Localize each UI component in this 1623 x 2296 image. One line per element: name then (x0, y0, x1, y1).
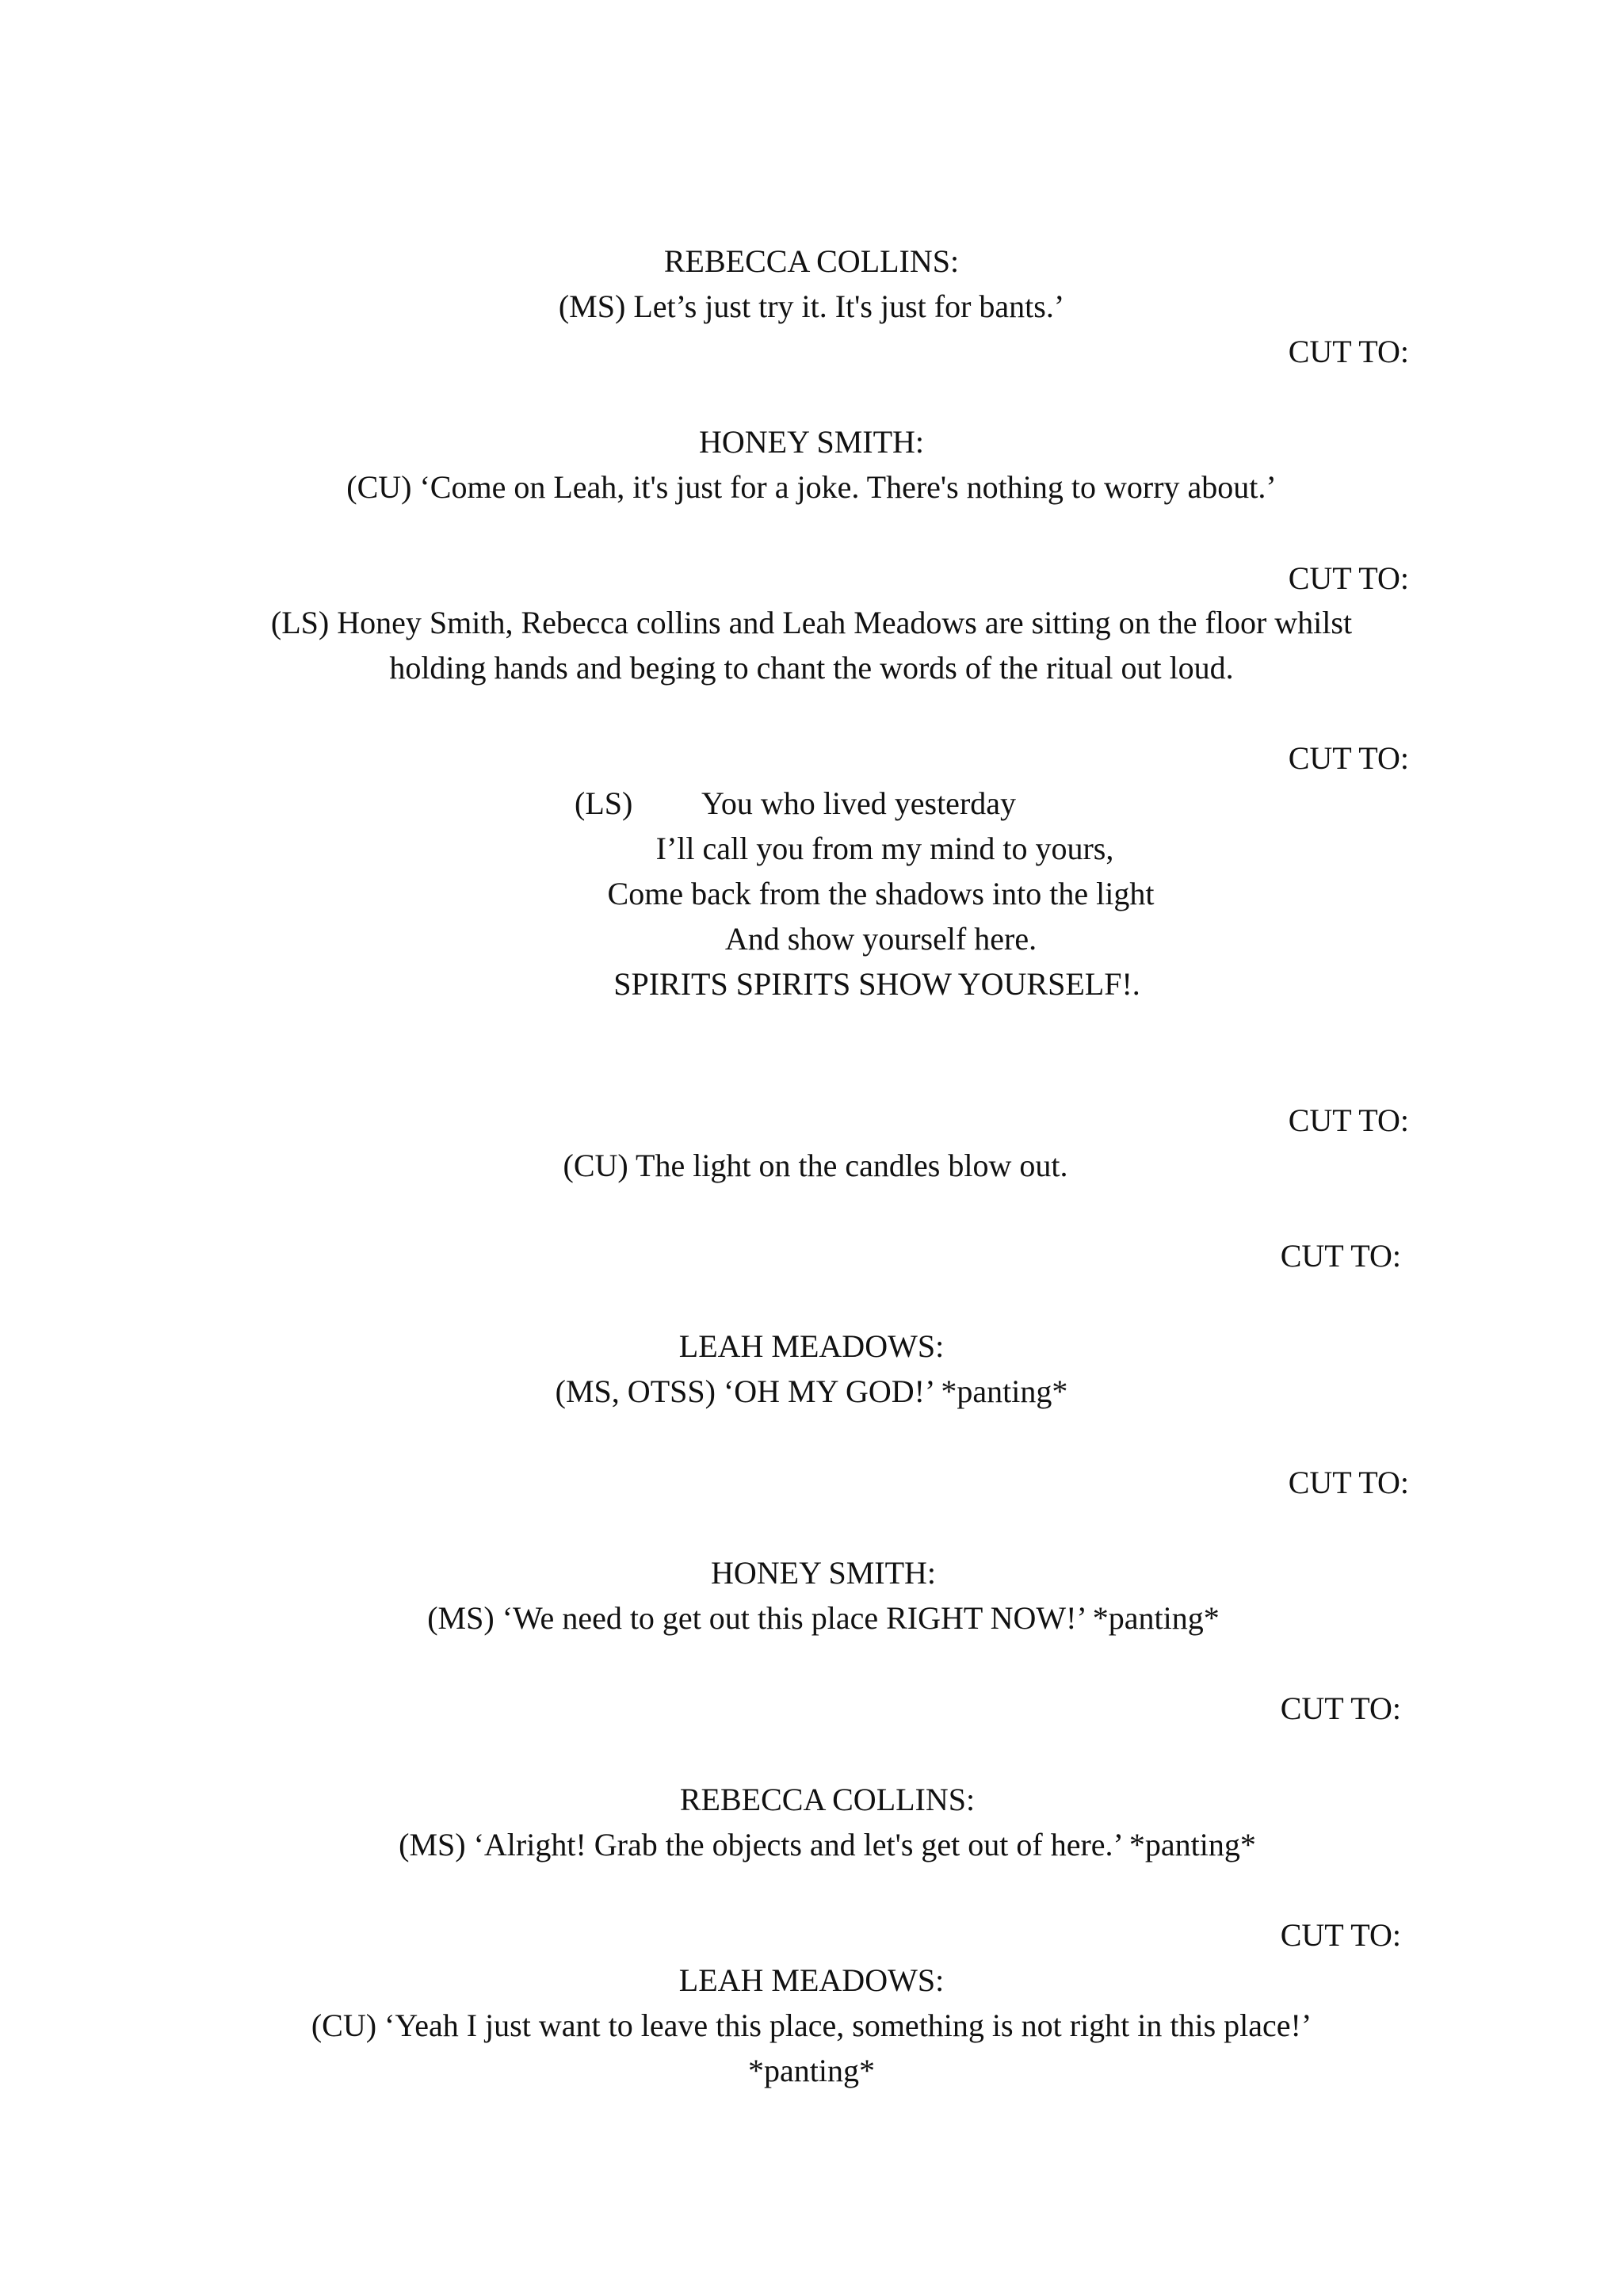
cut-to-transition: CUT TO: (1288, 1465, 1409, 1500)
action-line: (CU) The light on the candles blow out. (563, 1148, 1068, 1183)
dialogue-line: (MS, OTSS) ‘OH MY GOD!’ *panting* (555, 1373, 1068, 1409)
ritual-line: I’ll call you from my mind to yours, (655, 831, 1114, 866)
speaker-rebecca-collins: REBECCA COLLINS: (679, 1782, 976, 1817)
speaker-honey-smith: HONEY SMITH: (698, 424, 925, 460)
dialogue-line: *panting* (748, 2053, 875, 2088)
speaker-leah-meadows: LEAH MEADOWS: (678, 1962, 945, 1998)
ritual-shot-label: (LS) (575, 785, 633, 821)
dialogue-line: (MS) ‘We need to get out this place RIGHT NOW!’ *panting* (427, 1600, 1220, 1636)
dialogue-line: (MS) Let’s just try it. It's just for bants.’ (558, 288, 1065, 324)
action-line: holding hands and beging to chant the words of the ritual out loud. (389, 650, 1234, 686)
dialogue-line: (CU) ‘Come on Leah, it's just for a joke. There's nothing to worry about.’ (346, 469, 1277, 505)
cut-to-transition: CUT TO: (1288, 560, 1409, 596)
cut-to-transition: CUT TO: (1288, 334, 1409, 369)
cut-to-transition: CUT TO: (1288, 740, 1409, 776)
cut-to-transition: CUT TO: (1280, 1690, 1401, 1726)
speaker-rebecca-collins: REBECCA COLLINS: (663, 243, 960, 279)
ritual-line: SPIRITS SPIRITS SHOW YOURSELF!. (613, 966, 1140, 1002)
ritual-line: And show yourself here. (724, 921, 1037, 957)
ritual-line: You who lived yesterday (701, 785, 1017, 821)
speaker-leah-meadows: LEAH MEADOWS: (678, 1328, 945, 1364)
dialogue-line: (CU) ‘Yeah I just want to leave this place, something is not right in this place!’ (311, 2008, 1312, 2043)
cut-to-transition: CUT TO: (1280, 1238, 1401, 1274)
ritual-line: Come back from the shadows into the light (607, 876, 1155, 911)
cut-to-transition: CUT TO: (1280, 1917, 1401, 1953)
dialogue-line: (MS) ‘Alright! Grab the objects and let's get out of here.’ *panting* (399, 1827, 1256, 1862)
action-line: (LS) Honey Smith, Rebecca collins and Leah Meadows are sitting on the floor whilst (270, 605, 1353, 640)
cut-to-transition: CUT TO: (1288, 1102, 1409, 1138)
speaker-honey-smith: HONEY SMITH: (710, 1555, 937, 1591)
